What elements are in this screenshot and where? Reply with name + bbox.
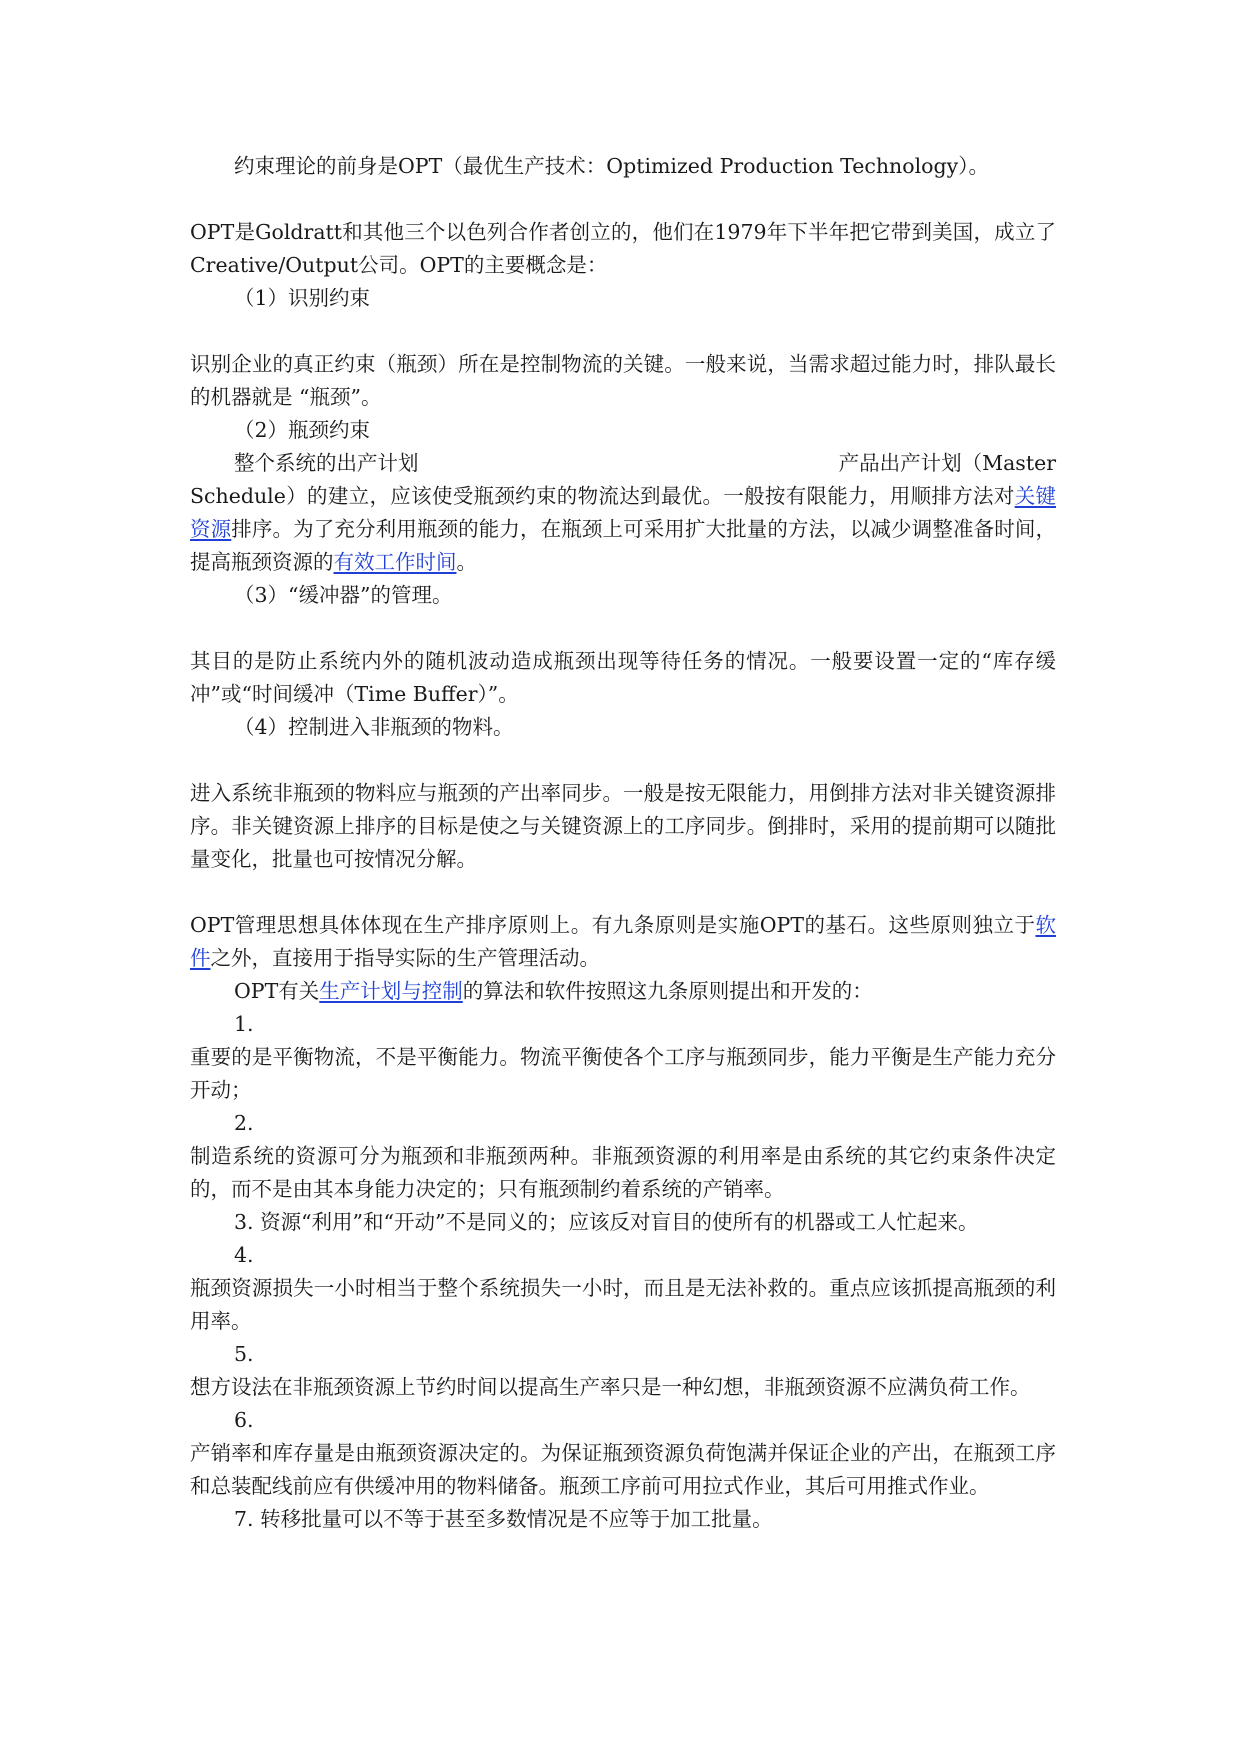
identify-constraint-paragraph: 识别企业的真正约束（瓶颈）所在是控制物流的关键。一般来说，当需求超过能力时，排队最长的机器就是 “瓶颈”。: [190, 352, 1056, 409]
paragraph-text: 的算法和软件按照这九条原则提出和开发的：: [462, 979, 873, 1003]
key-resource-link[interactable]: 关键资源: [190, 484, 1057, 541]
rule-text: 重要的是平衡物流，不是平衡能力。物流平衡使各个工序与瓶颈同步，能力平衡是生产能力充分开动；: [190, 1045, 1056, 1102]
non-bottleneck-paragraph: 进入系统非瓶颈的物料应与瓶颈的产出率同步。一般是按无限能力，用倒排方法对非关键资源排序。非关键资源上排序的目标是使之与关键资源上的工序同步。倒排时，采用的提前期可以随批量变化，批量也可按情况分解。: [190, 781, 1056, 871]
master-schedule-line: [190, 447, 1056, 480]
rule-number: 2.: [234, 1111, 254, 1135]
paragraph-text: OPT有关: [234, 979, 320, 1003]
buffer-paragraph: 其目的是防止系统内外的随机波动造成瓶颈出现等待任务的情况。一般要设置一定的“库存缓冲”或“时间缓冲（Time Buffer）”。: [190, 649, 1056, 706]
paragraph-text: 之外，直接用于指导实际的生产管理活动。: [210, 946, 600, 970]
spacer: [190, 876, 1056, 909]
rule-number: 1.: [234, 1012, 254, 1036]
spacer: [190, 183, 1056, 216]
master-schedule-text: 产品出产计划（Master: [838, 451, 1056, 475]
system-output-plan-text: 整个系统的出产计划: [234, 451, 419, 475]
rule-number: 6.: [234, 1408, 254, 1432]
rule-inline: 7. 转移批量可以不等于甚至多数情况是不应等于加工批量。: [234, 1507, 773, 1531]
software-link[interactable]: 软件: [190, 913, 1056, 970]
intro-paragraph: 约束理论的前身是OPT（最优生产技术：Optimized Production Technology）。: [234, 154, 989, 178]
production-planning-control-link[interactable]: 生产计划与控制: [319, 979, 463, 1003]
heading-identify-constraint: （1）识别约束: [234, 286, 371, 310]
heading-non-bottleneck-material: （4）控制进入非瓶颈的物料。: [234, 715, 514, 739]
heading-bottleneck-constraint: （2）瓶颈约束: [234, 418, 371, 442]
spacer: [190, 612, 1056, 645]
heading-buffer-management: （3）“缓冲器”的管理。: [234, 583, 453, 607]
paragraph-text: Schedule）的建立，应该使受瓶颈约束的物流达到最优。一般按有限能力，用顺排方法对: [190, 484, 1015, 508]
paragraph-text: 。: [456, 550, 477, 574]
spacer: [190, 744, 1056, 777]
rule-inline: 3. 资源“利用”和“开动”不是同义的；应该反对盲目的使所有的机器或工人忙起来。: [234, 1210, 979, 1234]
paragraph-text: OPT管理思想具体体现在生产排序原则上。有九条原则是实施OPT的基石。这些原则独立于: [190, 913, 1036, 937]
rule-number: 4.: [234, 1243, 254, 1267]
opt-origin-paragraph: OPT是Goldratt和其他三个以色列合作者创立的，他们在1979年下半年把它带到美国，成立了Creative/Output公司。OPT的主要概念是：: [190, 220, 1056, 277]
spacer: [190, 315, 1056, 348]
rule-number: 5.: [234, 1342, 254, 1366]
rule-text: 瓶颈资源损失一小时相当于整个系统损失一小时，而且是无法补救的。重点应该抓提高瓶颈的利用率。: [190, 1276, 1056, 1333]
document-page: [190, 150, 1056, 1536]
opt-principles-paragraph: [190, 909, 1056, 975]
rule-text: 制造系统的资源可分为瓶颈和非瓶颈两种。非瓶颈资源的利用率是由系统的其它约束条件决定的，而不是由其本身能力决定的；只有瓶颈制约着系统的产销率。: [190, 1144, 1056, 1201]
paragraph-text: 排序。为了充分利用瓶颈的能力，在瓶颈上可采用扩大批量的方法，以减少调整准备时间，提高瓶颈资源的: [190, 517, 1057, 574]
rule-text: 想方设法在非瓶颈资源上节约时间以提高生产率只是一种幻想，非瓶颈资源不应满负荷工作。: [190, 1375, 1031, 1399]
bottleneck-constraint-paragraph: [190, 480, 1056, 579]
effective-work-time-link[interactable]: 有效工作时间: [333, 550, 457, 574]
rule-text: 产销率和库存量是由瓶颈资源决定的。为保证瓶颈资源负荷饱满并保证企业的产出，在瓶颈工序和总装配线前应有供缓冲用的物料储备。瓶颈工序前可用拉式作业，其后可用推式作业。: [190, 1441, 1056, 1498]
opt-algorithms-paragraph: [190, 975, 1056, 1008]
